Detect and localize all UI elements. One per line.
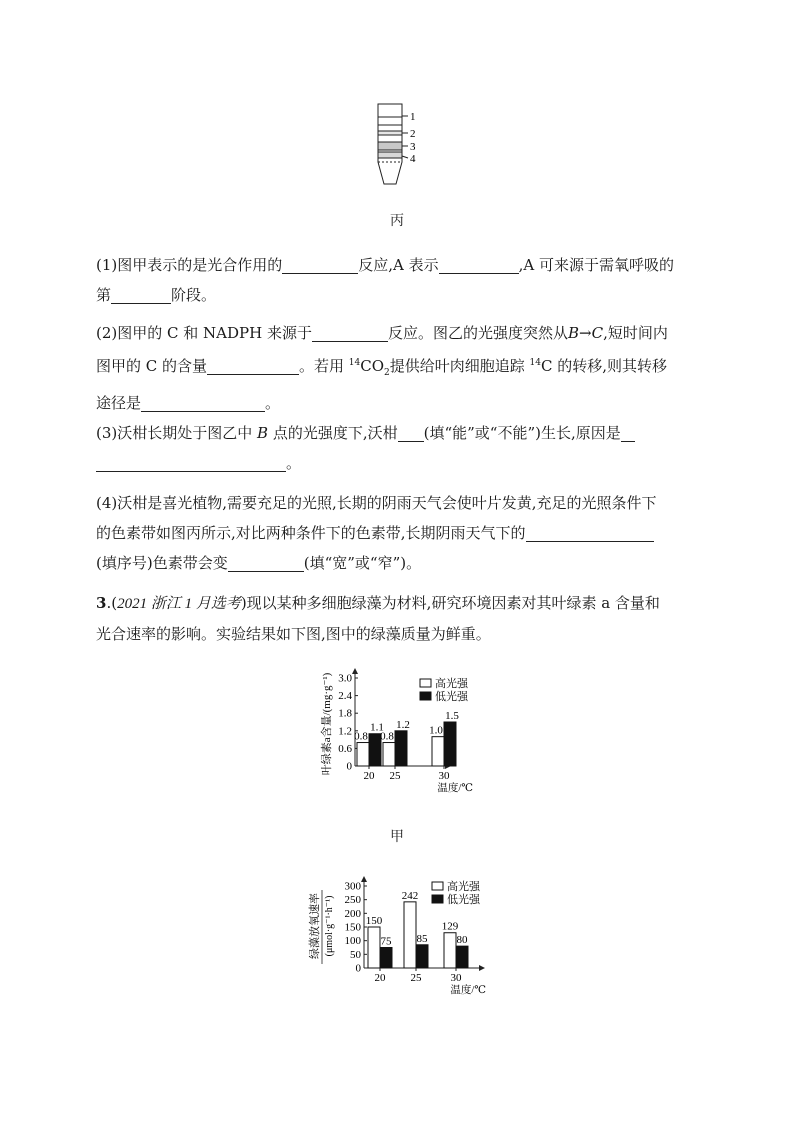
bar xyxy=(395,731,407,766)
bar-value-label: 1.5 xyxy=(445,710,459,722)
bar-value-label: 75 xyxy=(380,935,392,948)
y-axis-unit: (μmol·g⁻¹·h⁻¹) xyxy=(324,895,335,957)
band-label-4: 4 xyxy=(410,153,416,165)
bar xyxy=(416,945,428,968)
band-label-2: 2 xyxy=(410,128,416,140)
bar-value-label: 0.8 xyxy=(354,730,368,743)
x-axis-arrow xyxy=(479,965,485,971)
chromatography-figure xyxy=(366,96,436,188)
bar xyxy=(357,743,369,766)
oxygen-rate-chart xyxy=(306,874,500,996)
bar-value-label: 85 xyxy=(416,932,428,945)
answer-blank[interactable] xyxy=(526,523,654,542)
bar xyxy=(404,902,416,968)
question-1: (1)图甲表示的是光合作用的 反应,A 表示 ,A 可来源于需氧呼吸的 第 阶段。 xyxy=(96,256,674,304)
legend-swatch xyxy=(432,895,443,903)
bar xyxy=(383,743,395,766)
answer-blank[interactable] xyxy=(621,423,635,442)
figure-bing-caption: 丙 xyxy=(390,213,404,229)
legend-swatch xyxy=(420,692,431,700)
y-tick-label: 2.4 xyxy=(338,690,352,703)
y-tick-label: 100 xyxy=(344,935,361,948)
y-tick-label: 1.8 xyxy=(338,707,352,720)
legend-swatch xyxy=(432,882,443,890)
y-tick-label: 3.0 xyxy=(338,672,352,685)
x-tick-label: 25 xyxy=(410,972,422,984)
chart-jia-caption: 甲 xyxy=(390,829,404,845)
bar-value-label: 1.2 xyxy=(396,718,410,731)
question-3-main: 3.(2021 浙江 1 月选考)现以某种多细胞绿藻为材料,研究环境因素对其叶绿素 a 含量和 光合速率的影响。实验结果如下图,图中的绿藻质量为鲜重。 xyxy=(96,594,660,643)
y-axis-label: 绿藻放氧速率 xyxy=(309,893,321,959)
answer-blank[interactable] xyxy=(207,356,299,375)
bar xyxy=(444,933,456,968)
bar-value-label: 129 xyxy=(441,920,459,933)
y-tick-label: 1.2 xyxy=(338,725,352,738)
legend-label: 低光强 xyxy=(447,894,480,906)
x-axis-label: 温度/℃ xyxy=(450,985,486,996)
x-tick-label: 25 xyxy=(389,770,401,782)
y-axis-label: 叶绿素a含量/(mg·g⁻¹) xyxy=(321,672,333,776)
question-2: (2)图甲的 C 和 NADPH 来源于 反应。图乙的光强度突然从B→C,短时间内 图甲的 C 的含量 。若用 $^{14}CO_2$提供给叶肉细胞追踪 $^{14}$C 的转移,则其转移 途径是 。 xyxy=(96,324,668,412)
legend-label: 高光强 xyxy=(447,881,480,893)
bar-value-label: 0.8 xyxy=(380,730,394,743)
question-3: (3)沃柑长期处于图乙中 B 点的光强度下,沃柑 (填“能”或“不能”)生长,原因是 。 xyxy=(96,418,706,478)
answer-blank[interactable] xyxy=(312,323,388,342)
bar xyxy=(456,946,468,968)
x-tick-label: 30 xyxy=(438,770,450,782)
legend-swatch xyxy=(420,679,431,687)
question-4: (4)沃柑是喜光植物,需要充足的光照,长期的阴雨天气会使叶片发黄,充足的光照条件下 的色素带如图丙所示,对比两种条件下的色素带,长期阴雨天气下的 (填序号)色素带会变 (填“宽”或“窄”)。 xyxy=(96,494,657,572)
x-tick-label: 20 xyxy=(363,770,375,782)
bar-value-label: 1.1 xyxy=(370,721,384,734)
bar xyxy=(380,948,392,969)
bar xyxy=(432,737,444,766)
answer-blank[interactable] xyxy=(398,423,424,442)
legend-label: 低光强 xyxy=(435,691,468,703)
answer-blank[interactable] xyxy=(96,453,286,472)
answer-blank[interactable] xyxy=(111,285,171,304)
y-tick-label: 150 xyxy=(344,921,361,934)
bar-value-label: 80 xyxy=(456,934,468,947)
y-tick-label: 250 xyxy=(344,894,361,907)
x-axis-label: 温度/℃ xyxy=(437,783,473,794)
y-tick-label: 0 xyxy=(355,962,361,975)
chlorophyll-chart xyxy=(310,668,500,804)
bar xyxy=(444,722,456,766)
legend-label: 高光强 xyxy=(435,678,468,690)
answer-blank[interactable] xyxy=(439,255,519,274)
bar-value-label: 1.0 xyxy=(429,724,443,737)
answer-blank[interactable] xyxy=(228,553,304,572)
band-label-1: 1 xyxy=(410,111,416,123)
y-tick-label: 50 xyxy=(350,948,361,961)
y-axis-arrow xyxy=(361,876,367,882)
bar-value-label: 150 xyxy=(365,915,383,927)
y-tick-label: 200 xyxy=(344,907,361,920)
answer-blank[interactable] xyxy=(282,255,358,274)
bar-value-label: 242 xyxy=(401,889,419,902)
y-tick-label: 0 xyxy=(346,760,352,773)
y-axis-arrow xyxy=(352,668,358,674)
x-tick-label: 30 xyxy=(450,972,462,984)
y-tick-label: 0.6 xyxy=(338,742,352,755)
y-tick-label: 300 xyxy=(344,880,361,893)
band-label-3: 3 xyxy=(410,141,416,153)
x-tick-label: 20 xyxy=(374,972,386,984)
bar xyxy=(368,927,380,968)
answer-blank[interactable] xyxy=(141,393,265,412)
